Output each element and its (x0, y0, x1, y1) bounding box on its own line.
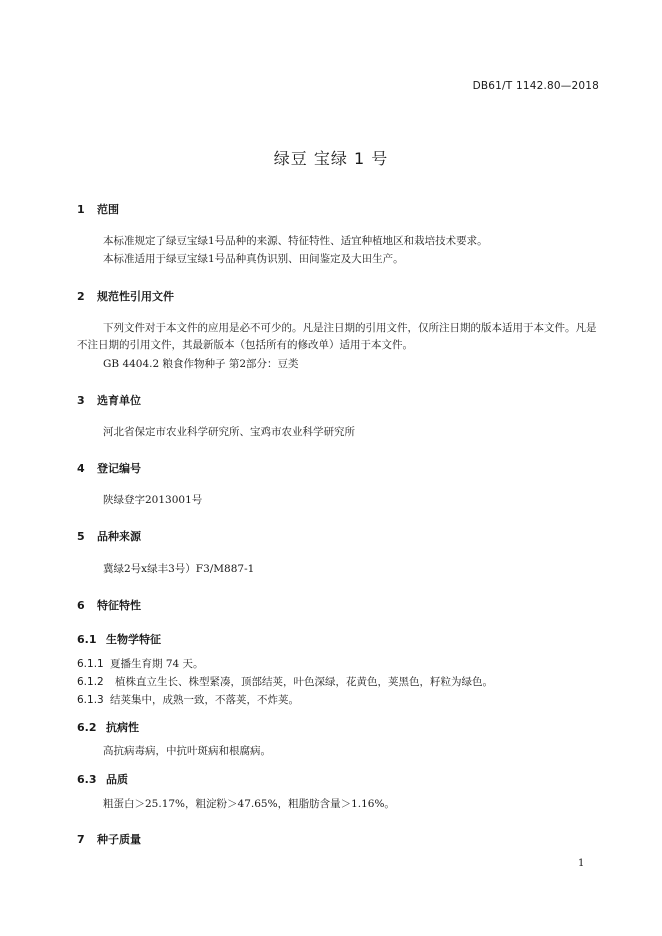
item-text: 夏播生育期 74 天。 (110, 658, 204, 670)
section-number: 1 (77, 203, 85, 216)
section-number: 4 (77, 462, 85, 475)
item-text: 结荚集中，成熟一致，不落荚，不炸荚。 (110, 694, 299, 706)
standard-number: DB61/T 1142.80—2018 (472, 80, 599, 92)
section-heading-scope (77, 201, 119, 217)
reference-item: GB 4404.2 粮食作物种子 第2部分：豆类 (103, 358, 299, 370)
paragraph: 高抗病毒病，中抗叶斑病和根腐病。 (103, 745, 271, 757)
section-number: 2 (77, 290, 85, 303)
section-number: 3 (77, 394, 85, 407)
paragraph: 本标准适用于绿豆宝绿1号品种真伪识别、田间鉴定及大田生产。 (103, 253, 404, 265)
list-item (77, 656, 204, 673)
section-heading-characteristics (77, 597, 141, 613)
section-title: 登记编号 (97, 462, 141, 475)
list-item (77, 674, 493, 691)
subsection-number: 6.3 (77, 773, 97, 786)
paragraph: 下列文件对于本文件的应用是必不可少的。凡是注日期的引用文件，仅所注日期的版本适用于本文件。凡是不注日期的引用文件，其最新版本（包括所有的修改单）适用于本文件。 (77, 322, 597, 351)
subsection-title: 生物学特征 (106, 633, 161, 646)
subsection-title: 抗病性 (106, 721, 139, 734)
section-title: 特征特性 (97, 599, 141, 612)
section-number: 6 (77, 599, 85, 612)
item-number: 6.1.3 (77, 694, 104, 706)
section-title: 品种来源 (97, 530, 141, 543)
subsection-heading-biology (77, 631, 161, 647)
list-item (77, 692, 299, 709)
subsection-title: 品质 (106, 773, 128, 786)
document-title: 绿豆 宝绿 1 号 (273, 149, 389, 168)
section-title: 种子质量 (97, 833, 141, 846)
section-title: 选育单位 (97, 394, 141, 407)
section-heading-registration (77, 460, 141, 476)
subsection-heading-disease-resistance (77, 719, 139, 735)
section-heading-references (77, 288, 174, 304)
item-number: 6.1.2 (77, 676, 104, 688)
subsection-number: 6.2 (77, 721, 97, 734)
section-heading-breeder (77, 392, 141, 408)
section-heading-origin (77, 528, 141, 544)
item-number: 6.1.1 (77, 658, 104, 670)
section-number: 5 (77, 530, 85, 543)
section-title: 规范性引用文件 (97, 290, 174, 303)
subsection-number: 6.1 (77, 633, 97, 646)
paragraph: 河北省保定市农业科学研究所、宝鸡市农业科学研究所 (103, 426, 355, 438)
page-number: 1 (578, 858, 585, 869)
paragraph: 粗蛋白＞25.17%，粗淀粉＞47.65%，粗脂肪含量＞1.16%。 (103, 798, 395, 810)
paragraph: 本标准规定了绿豆宝绿1号品种的来源、特征特性、适宜种植地区和栽培技术要求。 (103, 235, 488, 247)
section-heading-seed-quality (77, 831, 141, 847)
paragraph: 陕绿登字2013001号 (103, 494, 203, 506)
section-number: 7 (77, 833, 85, 846)
item-text: 植株直立生长、株型紧凑，顶部结荚，叶色深绿，花黄色，荚黑色，籽粒为绿色。 (115, 676, 493, 688)
section-title: 范围 (97, 203, 119, 216)
subsection-heading-quality (77, 771, 128, 787)
paragraph: 冀绿2号x绿丰3号）F3/M887-1 (103, 563, 255, 575)
